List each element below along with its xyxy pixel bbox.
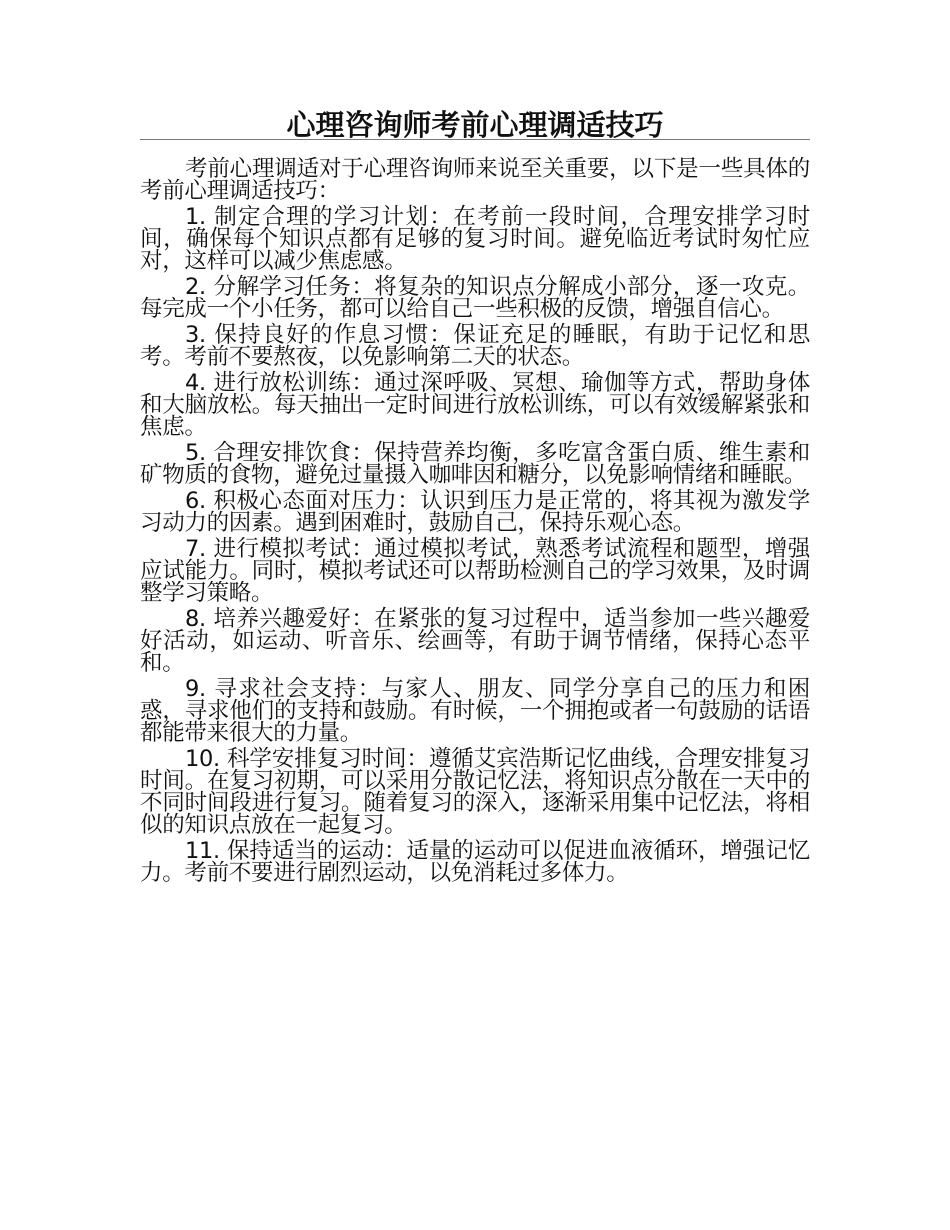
tip-paragraph-11: 11. 保持适当的运动：适量的运动可以促进血液循环，增强记忆力。考前不要进行剧烈运动，以免消耗过多体力。: [140, 838, 810, 886]
intro-paragraph: 考前心理调适对于心理咨询师来说至关重要，以下是一些具体的考前心理调适技巧：: [140, 156, 810, 204]
document-body: [140, 158, 810, 888]
page-title: 心理咨询师考前心理调适技巧: [286, 108, 664, 142]
tip-paragraph-7: 7. 进行模拟考试：通过模拟考试，熟悉考试流程和题型，增强应试能力。同时，模拟考试还可以帮助检测自己的学习效果，及时调整学习策略。: [140, 536, 810, 606]
tip-paragraph-6: 6. 积极心态面对压力：认识到压力是正常的，将其视为激发学习动力的因素。遇到困难时，鼓励自己，保持乐观心态。: [140, 488, 810, 536]
tip-paragraph-8: 8. 培养兴趣爱好：在紧张的复习过程中，适当参加一些兴趣爱好活动，如运动、听音乐、绘画等，有助于调节情绪，保持心态平和。: [140, 606, 810, 676]
tip-paragraph-4: 4. 进行放松训练：通过深呼吸、冥想、瑜伽等方式，帮助身体和大脑放松。每天抽出一定时间进行放松训练，可以有效缓解紧张和焦虑。: [140, 370, 810, 440]
tip-paragraph-2: 2. 分解学习任务：将复杂的知识点分解成小部分，逐一攻克。每完成一个小任务，都可以给自己一些积极的反馈，增强自信心。: [140, 274, 810, 322]
tip-paragraph-3: 3. 保持良好的作息习惯：保证充足的睡眠，有助于记忆和思考。考前不要熬夜，以免影响第二天的状态。: [140, 322, 810, 370]
tip-paragraph-9: 9. 寻求社会支持：与家人、朋友、同学分享自己的压力和困惑，寻求他们的支持和鼓励。有时候，一个拥抱或者一句鼓励的话语都能带来很大的力量。: [140, 676, 810, 746]
tip-paragraph-10: 10. 科学安排复习时间：遵循艾宾浩斯记忆曲线，合理安排复习时间。在复习初期，可以采用分散记忆法，将知识点分散在一天中的不同时间段进行复习。随着复习的深入，逐渐采用集中记忆法，将相似的知识点放在一起复习。: [140, 746, 810, 838]
tip-paragraph-5: 5. 合理安排饮食：保持营养均衡，多吃富含蛋白质、维生素和矿物质的食物，避免过量摄入咖啡因和糖分，以免影响情绪和睡眠。: [140, 440, 810, 488]
tip-paragraph-1: 1. 制定合理的学习计划：在考前一段时间，合理安排学习时间，确保每个知识点都有足够的复习时间。避免临近考试时匆忙应对，这样可以减少焦虑感。: [140, 204, 810, 274]
title-underline: [140, 139, 810, 140]
